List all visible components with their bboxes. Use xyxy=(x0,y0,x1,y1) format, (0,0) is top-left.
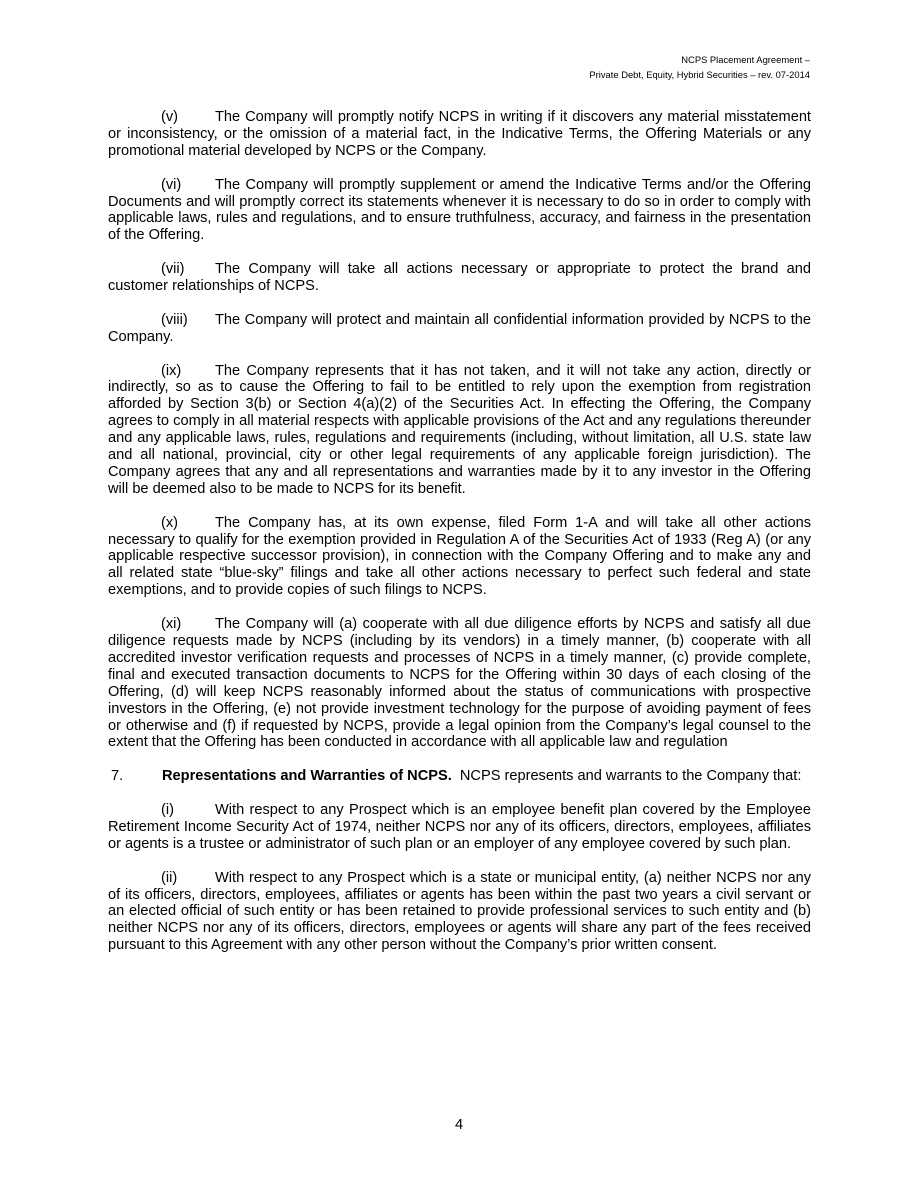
page-number: 4 xyxy=(454,1117,464,1133)
clause-number: (ii) xyxy=(161,869,178,886)
clause-i xyxy=(108,802,811,853)
clause-text: The Company will protect and maintain all confidential information provided by NCPS to the Company. xyxy=(108,311,811,345)
section-7 xyxy=(108,768,811,785)
clause-number: (x) xyxy=(161,514,179,531)
clause-v xyxy=(108,109,811,160)
header-title: NCPS Placement Agreement – xyxy=(681,54,810,65)
clause-text: With respect to any Prospect which is a state or municipal entity, (a) neither NCPS nor any of its officers, directors, employees, affiliates or agents has been within the past two years a civil servant or an elected official of such entity or has been retained to provide professional services to such entity and (b) neither NCPS nor any of its officers, directors, employees or agents will share any part of the fees received pursuant to this Agreement with any other person without the Company’s prior written consent. xyxy=(108,869,811,954)
clause-text: The Company will (a) cooperate with all due diligence efforts by NCPS and satisfy all due diligence requests made by NCPS (including by its vendors) in a timely manner, (b) cooperate with all accredited investor verification requests and processes of NCPS in a timely manner, (c) provide complete, final and executed transaction documents to NCPS for the Offering within 30 days of each closing of the Offering, (d) will keep NCPS reasonably informed about the status of communications with prospective investors in the Offering, (e) not provide investment technology for the purpose of avoiding payment of fees or otherwise and (f) if requested by NCPS, provide a legal opinion from the Company’s legal counsel to the extent that the Offering has been conducted in accordance with all applicable law and regulation xyxy=(108,616,811,751)
clause-text: The Company has, at its own expense, filed Form 1-A and will take all other actions necessary to qualify for the exemption provided in Regulation A of the Securities Act of 1933 (Reg A) (or any applicable respective successor provision), in connection with the Company Offering and to make any and all related state “blue-sky” filings and take all other actions necessary to perfect such federal and state exemptions, and to provide copies of such filings to NCPS. xyxy=(108,514,811,599)
clause-text: The Company will promptly supplement or amend the Indicative Terms and/or the Offering Documents and will promptly correct its statements whenever it is necessary to do so in order to comply with applicable laws, rules and regulations, and to ensure truthfulness, accuracy, and fairness in the presentation of the Offering. xyxy=(108,176,811,244)
section-intro-text: NCPS represents and warrants to the Company that: xyxy=(459,768,802,785)
clause-text: The Company represents that it has not taken, and it will not take any action, directly or indirectly, so as to cause the Offering to fail to be entitled to rely upon the exemption from registration afforded by Section 3(b) or Section 4(a)(2) of the Securities Act. In effecting the Offering, the Company agrees to comply in all material respects with applicable provisions of the Act and any regulations thereunder and any applicable laws, rules, regulations and requirements (including, without limitation, all U.S. state law and all national, provincial, city or other legal requirements of any applicable foreign jurisdiction). The Company agrees that any and all representations and warranties made by it to any investor in the Offering will be deemed also to be made to NCPS for its benefit. xyxy=(108,362,811,497)
document-body xyxy=(108,109,811,971)
clause-text: With respect to any Prospect which is an employee benefit plan covered by the Employee Retirement Income Security Act of 1974, neither NCPS nor any of its officers, directors, employees, affiliates or agents is a trustee or administrator of such plan or an employer of any employee covered by such plan. xyxy=(108,802,811,852)
header-subtitle: Private Debt, Equity, Hybrid Securities – rev. 07-2014 xyxy=(589,68,810,80)
page-header xyxy=(589,53,810,82)
clause-ii xyxy=(108,870,811,955)
clause-vi xyxy=(108,177,811,245)
clause-text: The Company will promptly notify NCPS in writing if it discovers any material misstatement or inconsistency, or the omission of a material fact, in the Indicative Terms, the Offering Materials or any promotional material developed by NCPS or the Company. xyxy=(108,109,811,159)
clause-vii xyxy=(108,261,811,295)
clause-xi xyxy=(108,616,811,751)
section-title: Representations and Warranties of NCPS. xyxy=(162,768,452,785)
clause-number: (v) xyxy=(161,109,179,125)
clause-number: (vii) xyxy=(161,261,185,278)
clause-number: (ix) xyxy=(161,362,182,379)
clause-ix xyxy=(108,363,811,498)
clause-viii xyxy=(108,312,811,346)
clause-number: (viii) xyxy=(161,311,188,328)
clause-text: The Company will take all actions necessary or appropriate to protect the brand and customer relationships of NCPS. xyxy=(108,261,811,295)
clause-number: (vi) xyxy=(161,176,182,193)
clause-number: (xi) xyxy=(161,616,182,633)
clause-x xyxy=(108,515,811,600)
clause-number: (i) xyxy=(161,802,174,819)
section-number: 7. xyxy=(111,768,124,785)
